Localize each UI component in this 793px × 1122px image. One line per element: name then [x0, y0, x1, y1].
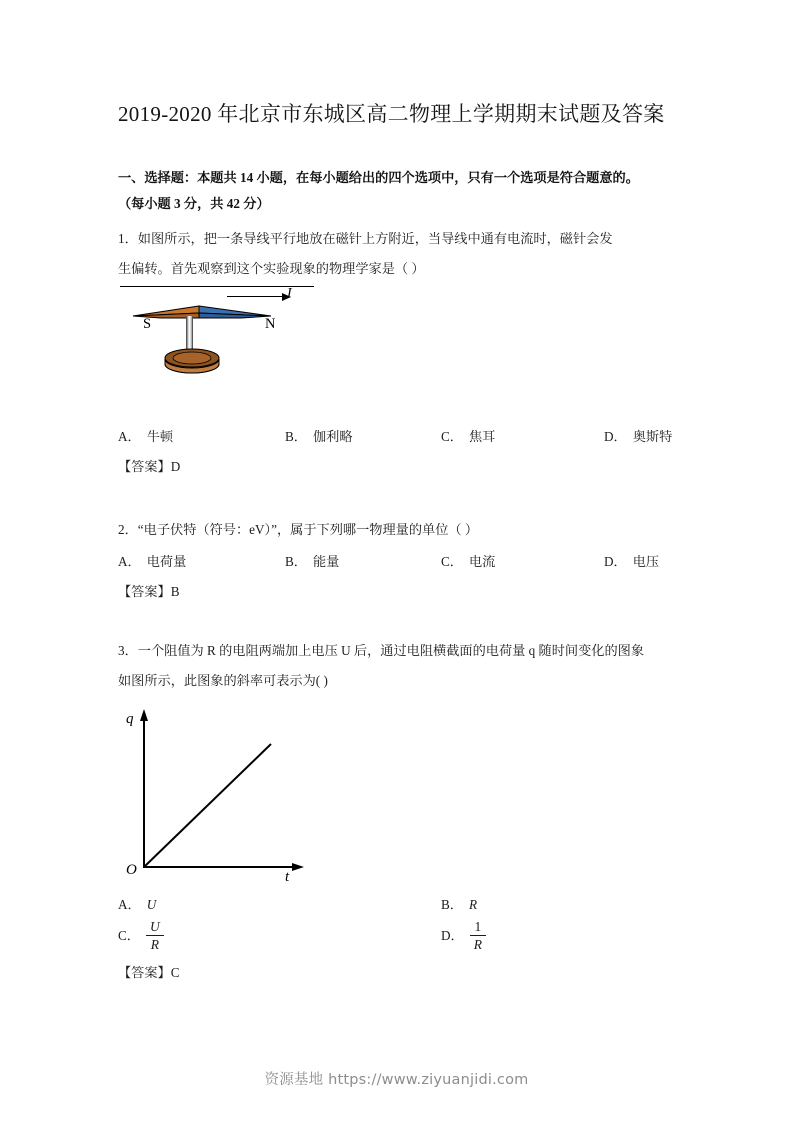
option-a-label: A．	[118, 554, 141, 569]
current-label: I	[287, 286, 292, 301]
origin-label: O	[126, 862, 137, 878]
fraction-numerator: U	[149, 919, 160, 934]
question-2-option-b	[285, 551, 339, 573]
page-title: 2019-2020 年北京市东城区高二物理上学期期末试题及答案	[118, 102, 665, 126]
question-2-option-d	[604, 551, 659, 573]
question-1-stem-line-1: 1．如图所示，把一条导线平行地放在磁针上方附近，当导线中通有电流时，磁针会发	[118, 231, 613, 246]
south-pole-label: S	[143, 316, 152, 332]
option-b-label: B．	[285, 429, 307, 444]
question-1-answer: 【答案】D	[118, 459, 181, 474]
option-c-label: C．	[118, 927, 140, 943]
option-b-text: R	[468, 897, 478, 912]
option-a-text: 电荷量	[146, 554, 187, 569]
option-c-fraction	[146, 919, 164, 952]
option-a-label: A．	[118, 897, 141, 912]
charge-time-graph-figure	[125, 706, 315, 885]
question-3-option-d	[441, 920, 486, 953]
magnetic-needle	[131, 304, 273, 326]
option-d-label: D．	[604, 554, 627, 569]
option-d-text: 电压	[632, 554, 660, 569]
section-heading-line-2: （每小题 3 分，共 42 分）	[118, 196, 270, 211]
option-c-text: 焦耳	[468, 429, 496, 444]
option-a-text: U	[146, 897, 157, 912]
fraction-denominator: R	[470, 935, 486, 952]
question-1-stem-line-2: 生偏转。首先观察到这个实验现象的物理学家是（ ）	[118, 261, 425, 276]
fraction-numerator: 1	[474, 919, 482, 934]
footer-watermark: 资源基地 https://www.ziyuanjidi.com	[264, 1072, 529, 1088]
question-3-answer: 【答案】C	[118, 965, 180, 980]
option-c-label: C．	[441, 429, 463, 444]
current-direction-arrow-icon	[227, 296, 283, 297]
question-2-answer: 【答案】B	[118, 584, 180, 599]
question-3-stem-line-2: 如图所示，此图象的斜率可表示为( )	[118, 673, 328, 688]
question-1-option-a	[118, 426, 173, 448]
option-d-text: 奥斯特	[632, 429, 673, 444]
question-3-option-c	[118, 920, 164, 953]
option-d-label: D．	[441, 927, 464, 943]
option-d-fraction	[470, 919, 486, 952]
y-axis-label: q	[126, 711, 134, 727]
option-a-text: 牛顿	[146, 429, 174, 444]
option-b-label: B．	[441, 897, 463, 912]
option-a-label: A．	[118, 429, 141, 444]
graph-plot-line	[143, 720, 295, 868]
north-pole-label: N	[265, 316, 276, 332]
question-1-option-b	[285, 426, 353, 448]
option-d-label: D．	[604, 429, 627, 444]
question-2-stem-line-1: 2．“电子伏特（符号：eV）”，属于下列哪一物理量的单位（ ）	[118, 522, 479, 537]
question-3-option-b	[441, 894, 477, 916]
x-axis-label: t	[285, 869, 290, 885]
option-c-text: 电流	[468, 554, 496, 569]
compass-base	[164, 348, 220, 374]
option-b-text: 伽利略	[312, 429, 353, 444]
question-3-stem-line-1: 3．一个阻值为 R 的电阻两端加上电压 U 后，通过电阻横截面的电荷量 q 随时间变化的图象	[118, 643, 645, 658]
option-b-label: B．	[285, 554, 307, 569]
compass-needle-figure	[115, 282, 345, 394]
question-2-option-c	[441, 551, 495, 573]
question-1-option-d	[604, 426, 672, 448]
fraction-denominator: R	[146, 935, 164, 952]
option-b-text: 能量	[312, 554, 340, 569]
question-3-option-a	[118, 894, 156, 916]
wire-line	[120, 286, 314, 287]
question-1-option-c	[441, 426, 495, 448]
option-c-label: C．	[441, 554, 463, 569]
question-2-option-a	[118, 551, 186, 573]
section-heading-line-1: 一、选择题：本题共 14 小题，在每小题给出的四个选项中，只有一个选项是符合题意的。	[118, 170, 639, 185]
